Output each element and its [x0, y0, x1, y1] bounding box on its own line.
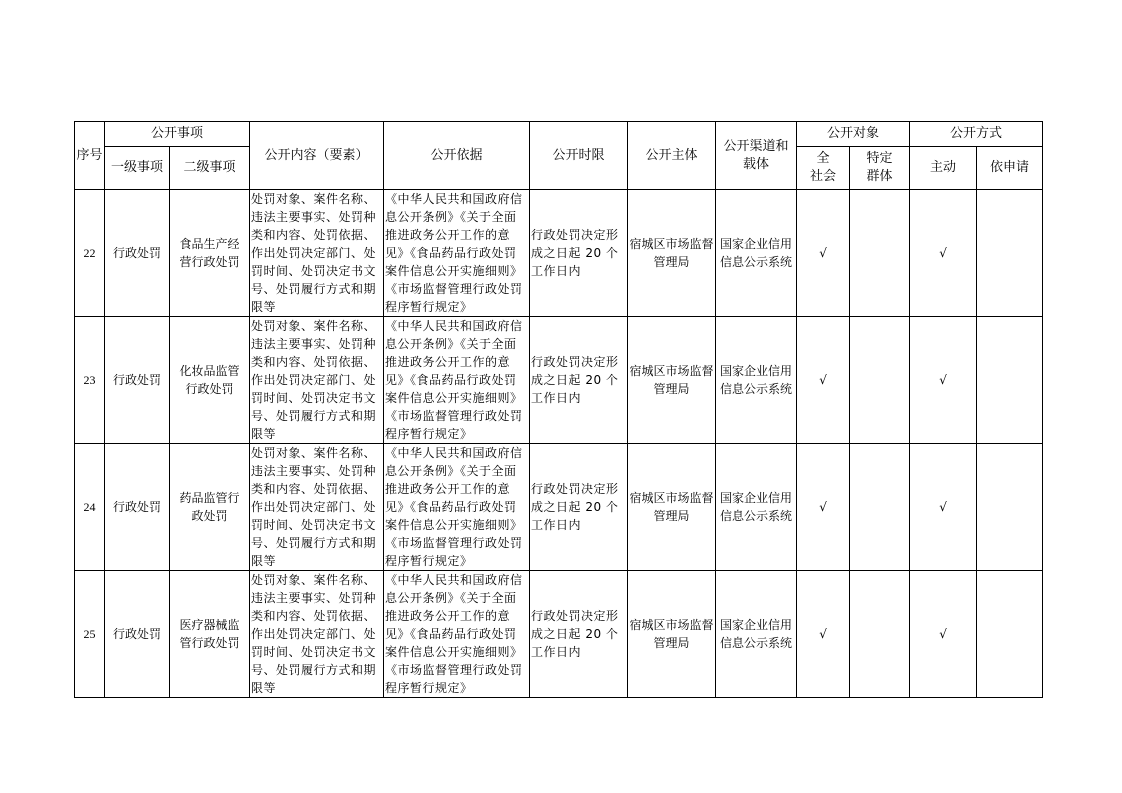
row-content: 处罚对象、案件名称、违法主要事实、处罚种类和内容、处罚依据、作出处罚决定部门、处罚时间、处罚决定书文号、处罚履行方式和期限等	[250, 190, 384, 317]
row-seq: 23	[75, 317, 105, 444]
header-target-specific-line2: 群体	[866, 169, 893, 184]
row-method-apply	[977, 190, 1043, 317]
header-row-1	[75, 122, 1043, 147]
row-content: 处罚对象、案件名称、违法主要事实、处罚种类和内容、处罚依据、作出处罚决定部门、处罚时间、处罚决定书文号、处罚履行方式和期限等	[250, 571, 384, 698]
row-subject: 宿城区市场监督管理局	[628, 444, 716, 571]
row-method-apply	[977, 317, 1043, 444]
row-target-all-check: √	[797, 571, 850, 698]
row-target-specific	[850, 317, 910, 444]
header-seq: 序号	[75, 122, 105, 190]
row-level1: 行政处罚	[105, 444, 170, 571]
header-basis: 公开依据	[384, 122, 530, 190]
header-item: 公开事项	[105, 122, 250, 147]
header-method-active: 主动	[910, 147, 977, 190]
header-subject: 公开主体	[628, 122, 716, 190]
header-level2: 二级事项	[170, 147, 250, 190]
row-subject: 宿城区市场监督管理局	[628, 317, 716, 444]
header-method: 公开方式	[910, 122, 1043, 147]
header-channel: 公开渠道和载体	[716, 122, 797, 190]
row-level1: 行政处罚	[105, 190, 170, 317]
row-target-all-check: √	[797, 444, 850, 571]
row-channel: 国家企业信用信息公示系统	[716, 317, 797, 444]
row-channel: 国家企业信用信息公示系统	[716, 190, 797, 317]
row-channel: 国家企业信用信息公示系统	[716, 571, 797, 698]
row-method-active-check: √	[910, 317, 977, 444]
row-target-all-check: √	[797, 317, 850, 444]
row-target-specific	[850, 444, 910, 571]
row-content: 处罚对象、案件名称、违法主要事实、处罚种类和内容、处罚依据、作出处罚决定部门、处罚时间、处罚决定书文号、处罚履行方式和期限等	[250, 444, 384, 571]
row-method-active-check: √	[910, 571, 977, 698]
row-subject: 宿城区市场监督管理局	[628, 571, 716, 698]
row-basis: 《中华人民共和国政府信息公开条例》《关于全面推进政务公开工作的意见》《食品药品行政处罚案件信息公开实施细则》《市场监督管理行政处罚程序暂行规定》	[384, 444, 530, 571]
row-level2: 食品生产经营行政处罚	[170, 190, 250, 317]
row-target-specific	[850, 571, 910, 698]
row-time-limit: 行政处罚决定形成之日起 20 个工作日内	[530, 444, 628, 571]
header-time-limit: 公开时限	[530, 122, 628, 190]
header-target: 公开对象	[797, 122, 910, 147]
header-target-all-line2: 社会	[810, 169, 837, 184]
row-level2: 化妆品监管行政处罚	[170, 317, 250, 444]
header-level1: 一级事项	[105, 147, 170, 190]
header-target-all-line1: 全	[816, 151, 830, 166]
table-row	[75, 190, 1043, 317]
table-row	[75, 444, 1043, 571]
row-method-apply	[977, 571, 1043, 698]
row-level1: 行政处罚	[105, 317, 170, 444]
row-method-apply	[977, 444, 1043, 571]
row-level2: 医疗器械监管行政处罚	[170, 571, 250, 698]
row-content: 处罚对象、案件名称、违法主要事实、处罚种类和内容、处罚依据、作出处罚决定部门、处罚时间、处罚决定书文号、处罚履行方式和期限等	[250, 317, 384, 444]
row-time-limit: 行政处罚决定形成之日起 20 个工作日内	[530, 317, 628, 444]
row-target-all-check: √	[797, 190, 850, 317]
header-method-apply: 依申请	[977, 147, 1043, 190]
row-seq: 25	[75, 571, 105, 698]
row-level2: 药品监管行政处罚	[170, 444, 250, 571]
row-seq: 22	[75, 190, 105, 317]
row-level1: 行政处罚	[105, 571, 170, 698]
table-row	[75, 317, 1043, 444]
row-seq: 24	[75, 444, 105, 571]
row-time-limit: 行政处罚决定形成之日起 20 个工作日内	[530, 571, 628, 698]
row-channel: 国家企业信用信息公示系统	[716, 444, 797, 571]
header-content: 公开内容（要素）	[250, 122, 384, 190]
header-target-all	[797, 147, 850, 190]
table-row	[75, 571, 1043, 698]
row-method-active-check: √	[910, 444, 977, 571]
disclosure-table	[74, 121, 1043, 698]
row-basis: 《中华人民共和国政府信息公开条例》《关于全面推进政务公开工作的意见》《食品药品行政处罚案件信息公开实施细则》《市场监督管理行政处罚程序暂行规定》	[384, 190, 530, 317]
row-method-active-check: √	[910, 190, 977, 317]
header-target-specific	[850, 147, 910, 190]
row-basis: 《中华人民共和国政府信息公开条例》《关于全面推进政务公开工作的意见》《食品药品行政处罚案件信息公开实施细则》《市场监督管理行政处罚程序暂行规定》	[384, 317, 530, 444]
header-target-specific-line1: 特定	[866, 151, 893, 166]
row-time-limit: 行政处罚决定形成之日起 20 个工作日内	[530, 190, 628, 317]
row-target-specific	[850, 190, 910, 317]
row-basis: 《中华人民共和国政府信息公开条例》《关于全面推进政务公开工作的意见》《食品药品行政处罚案件信息公开实施细则》《市场监督管理行政处罚程序暂行规定》	[384, 571, 530, 698]
row-subject: 宿城区市场监督管理局	[628, 190, 716, 317]
